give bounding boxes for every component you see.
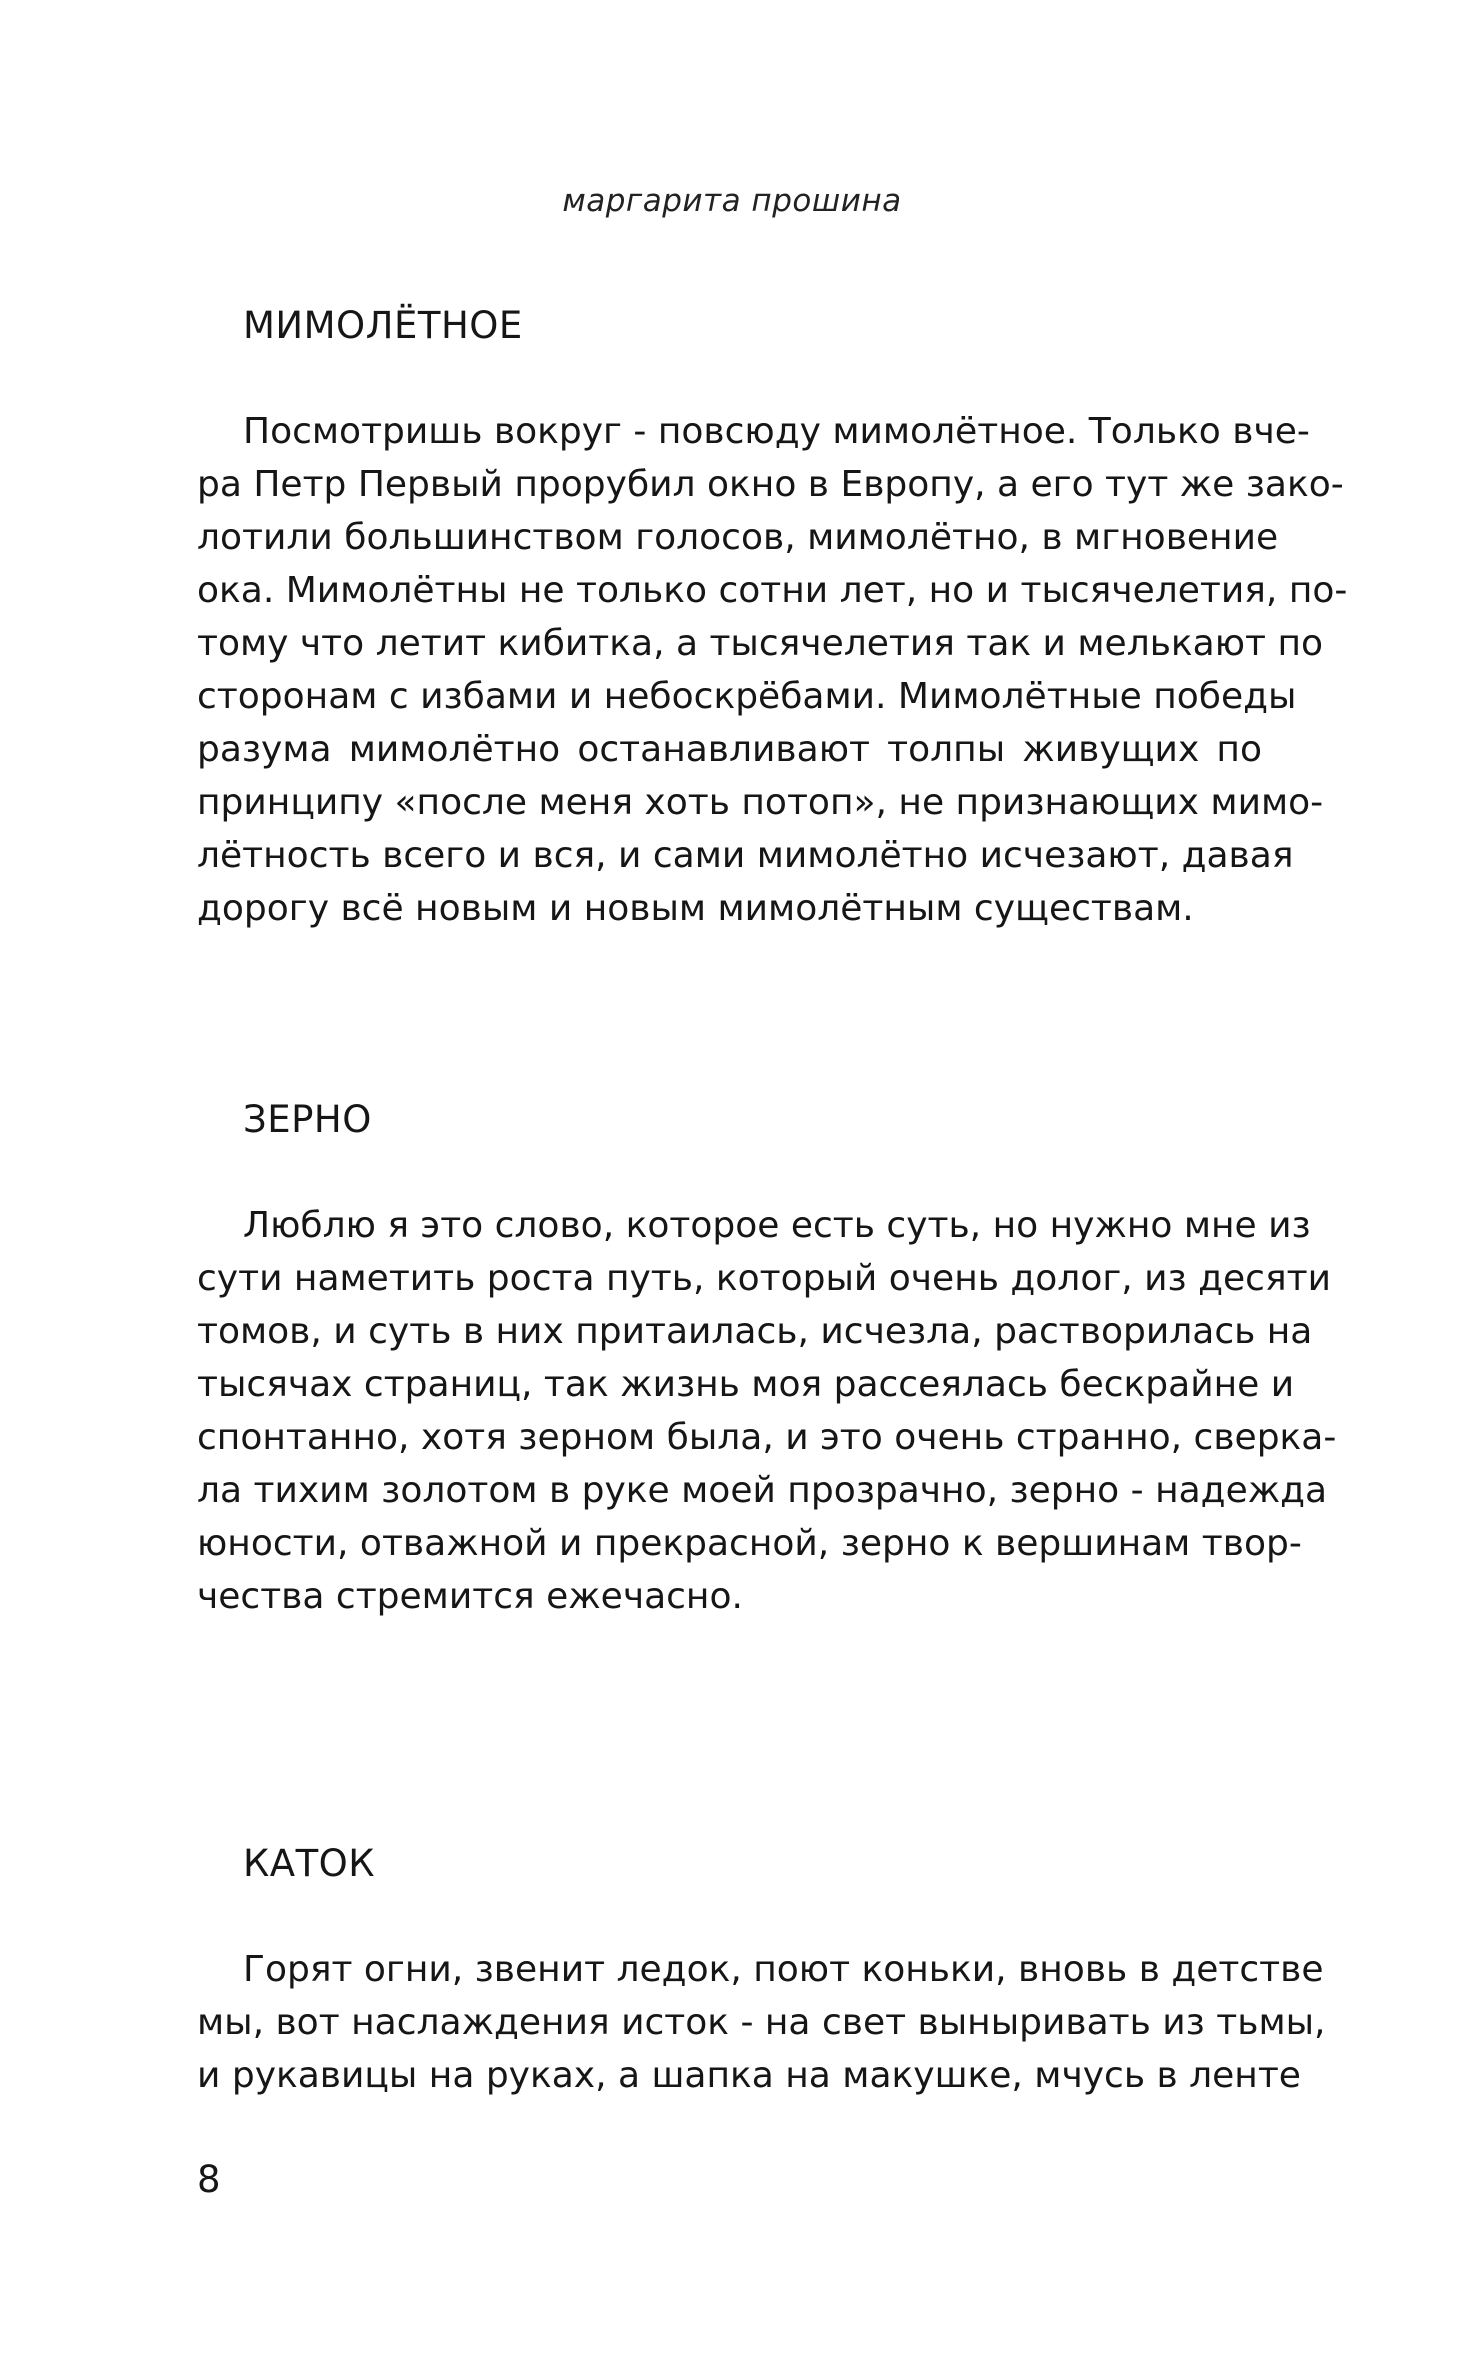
text-line: лётность всего и вся, и сами мимолётно исчезают, давая [197,835,1294,876]
text-line: тому что летит кибитка, а тысячелетия так и мелькают по [197,623,1324,664]
text-line: спонтанно, хотя зерном была, и это очень странно, сверка- [197,1417,1337,1458]
section-title-zerno: ЗЕРНО [243,1098,372,1141]
text-line: ока. Мимолётны не только сотни лет, но и тысячелетия, по- [197,570,1348,611]
page-number: 8 [197,2158,221,2201]
text-line: Горят огни, звенит ледок, поют коньки, вновь в детстве [243,1949,1324,1990]
text-line: и рукавицы на руках, а шапка на макушке, мчусь в ленте [197,2055,1301,2096]
text-line: юности, отважной и прекрасной, зерно к вершинам твор- [197,1523,1302,1564]
text-line: мы, вот наслаждения исток - на свет выныривать из тьмы, [197,2002,1326,2043]
text-line: принципу «после меня хоть потоп», не признающих мимо- [197,782,1324,823]
text-line: дорогу всё новым и новым мимолётным существам. [197,888,1194,929]
section-title-mimoletnoe: МИМОЛЁТНОЕ [243,304,523,347]
section-body-mimoletnoe [197,405,1348,935]
text-line: сути наметить роста путь, который очень долог, из десяти [197,1258,1331,1299]
text-line: Посмотришь вокруг - повсюду мимолётное. Только вче- [243,411,1310,452]
running-head: маргарита прошина [562,183,902,219]
section-body-katok [197,1943,1326,2102]
text-line: ла тихим золотом в руке моей прозрачно, зерно - надежда [197,1470,1328,1511]
text-line: Люблю я это слово, которое есть суть, но нужно мне из [243,1205,1311,1246]
text-line: тысячах страниц, так жизнь моя рассеялась бескрайне и [197,1364,1295,1405]
text-line: разума мимолётно останавливают толпы живущих по [197,729,1262,770]
text-line: сторонам с избами и небоскрёбами. Мимолётные победы [197,676,1297,717]
text-line: томов, и суть в них притаилась, исчезла, растворилась на [197,1311,1313,1352]
section-body-zerno [197,1199,1337,1623]
text-line: лотили большинством голосов, мимолётно, в мгновение [197,517,1279,558]
text-line: ра Петр Первый прорубил окно в Европу, а его тут же зако- [197,464,1344,505]
text-line: чества стремится ежечасно. [197,1576,743,1617]
section-title-katok: КАТОК [243,1842,376,1885]
